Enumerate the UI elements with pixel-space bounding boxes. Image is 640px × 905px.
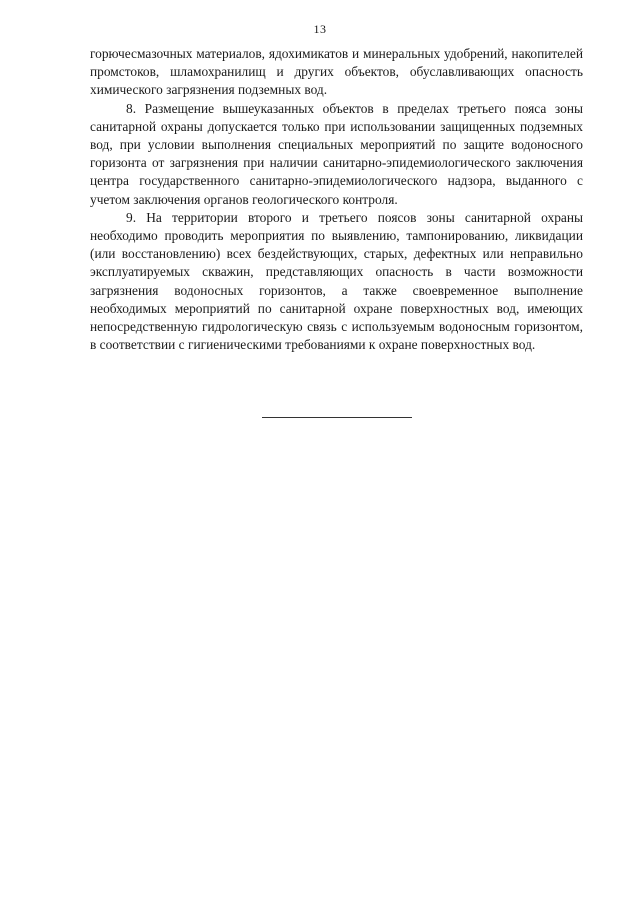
- paragraph-continuation: горючесмазочных материалов, ядохимикатов и минеральных удобрений, накопителей промстоков, шламохранилищ и других объектов, обуславливающих опасность химического загрязнения подземных вод.: [90, 46, 583, 98]
- paragraph-item-9: 9. На территории второго и третьего поясов зоны санитарной охраны необходимо проводить мероприятия по выявлению, тампонированию, ликвидации (или восстановлению) всех бездействующих, старых, дефектных или неправильно эксплуатируемых скважин, представляющих опасность в части возможности загрязнения водоносных горизонтов, а также своевременное выполнение необходимых мероприятий по санитарной охране поверхностных вод, имеющих непосредственную гидрологическую связь с используемым водоносным горизонтом, в соответствии с гигиеническими требованиями к охране поверхностных вод.: [90, 209, 583, 353]
- paragraph-item-8: 8. Размещение вышеуказанных объектов в пределах третьего пояса зоны санитарной охраны допускается только при использовании защищенных подземных вод, при условии выполнения специальных мероприятий по защите водоносного горизонта от загрязнения при наличии санитарно-эпидемиологического заключения центра государственного санитарно-эпидемиологического надзора, выданного с учетом заключения органов геологического контроля.: [90, 100, 583, 207]
- end-separator-line: [262, 417, 412, 418]
- page-number: 13: [313, 22, 327, 36]
- document-body: [90, 45, 583, 354]
